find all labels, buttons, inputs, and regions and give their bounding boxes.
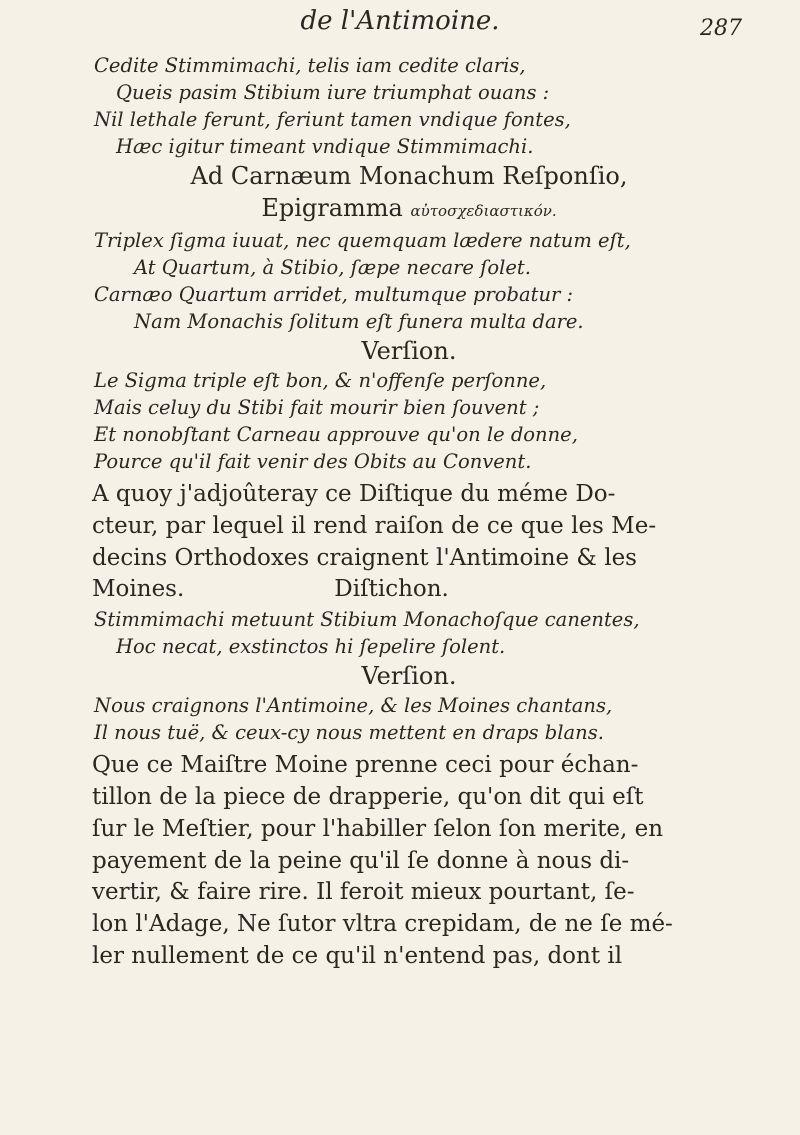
text-line: cteur, par lequel il rend raiſon de ce que les Me- bbox=[92, 512, 657, 539]
section-heading bbox=[94, 192, 724, 227]
text-line: tillon de la piece de drapperie, qu'on dit qui eſt bbox=[92, 783, 644, 810]
text-line: Stimmimachi metuunt Stibium Monachoſque canentes, bbox=[94, 608, 640, 632]
text-line: Que ce Maiſtre Moine prenne ceci pour échan- bbox=[92, 752, 639, 779]
text-line: Mais celuy du Stibi fait mourir bien ſouvent ; bbox=[94, 396, 540, 419]
page-body bbox=[94, 52, 724, 973]
text-line: lon l'Adage, Ne ſutor vltra crepidam, de ne ſe mé- bbox=[92, 911, 673, 938]
running-title: de l'Antimoine. bbox=[300, 6, 500, 36]
section-heading: Diſtichon. bbox=[334, 576, 449, 603]
text-line: Il nous tuë, & ceux-cy nous mettent en draps blans. bbox=[94, 721, 604, 745]
heading-text: Epigramma bbox=[261, 194, 403, 222]
text-line bbox=[92, 574, 724, 606]
text-line: Hoc necat, exstinctos hi ſepelire ſolent. bbox=[116, 635, 506, 659]
text-line: payement de la peine qu'il ſe donne à nous di- bbox=[92, 847, 630, 874]
text-line: Et nonobſtant Carneau approuve qu'on le donne, bbox=[94, 423, 578, 446]
section-heading: Verſion. bbox=[361, 337, 457, 365]
text-line: At Quartum, à Stibio, ſæpe necare ſolet. bbox=[134, 256, 531, 279]
page-number: 287 bbox=[700, 16, 742, 41]
text-line: Nil lethale ferunt, feriunt tamen vndique fontes, bbox=[94, 108, 571, 131]
text-line: Le Sigma triple eſt bon, & n'offenſe perſonne, bbox=[94, 369, 547, 392]
text-line: ſur le Meſtier, pour l'habiller ſelon ſon merite, en bbox=[92, 815, 664, 842]
text-line: Hæc igitur timeant vndique Stimmimachi. bbox=[116, 135, 534, 158]
text-line: Cedite Stimmimachi, telis iam cedite claris, bbox=[94, 54, 526, 77]
text-line: A quoy j'adjoûteray ce Diſtique du méme Do- bbox=[92, 481, 616, 507]
text-line: decins Orthodoxes craignent l'Antimoine & les bbox=[92, 544, 637, 571]
text-line: Triplex ſigma iuuat, nec quemquam lædere natum eſt, bbox=[94, 229, 631, 252]
text-line: Carnæo Quartum arridet, multumque probatur : bbox=[94, 283, 574, 306]
text-line: Nam Monachis ſolitum eſt funera multa dare. bbox=[134, 310, 584, 333]
page-header bbox=[0, 6, 800, 46]
paragraph-end: Moines. bbox=[92, 576, 185, 603]
greek-word: αὐτοσχεδιαστικόν. bbox=[410, 202, 557, 220]
text-line: Pource qu'il fait venir des Obits au Convent. bbox=[94, 450, 532, 473]
text-line: Queis pasim Stibium iure triumphat ouans : bbox=[116, 81, 550, 104]
section-heading: Ad Carnæum Monachum Reſponſio, bbox=[190, 162, 628, 190]
text-line: ler nullement de ce qu'il n'entend pas, dont il bbox=[92, 942, 623, 969]
section-heading: Verſion. bbox=[361, 662, 457, 691]
text-line: Nous craignons l'Antimoine, & les Moines chantans, bbox=[94, 694, 613, 718]
text-line: vertir, & faire rire. Il feroit mieux pourtant, ſe- bbox=[92, 879, 635, 906]
